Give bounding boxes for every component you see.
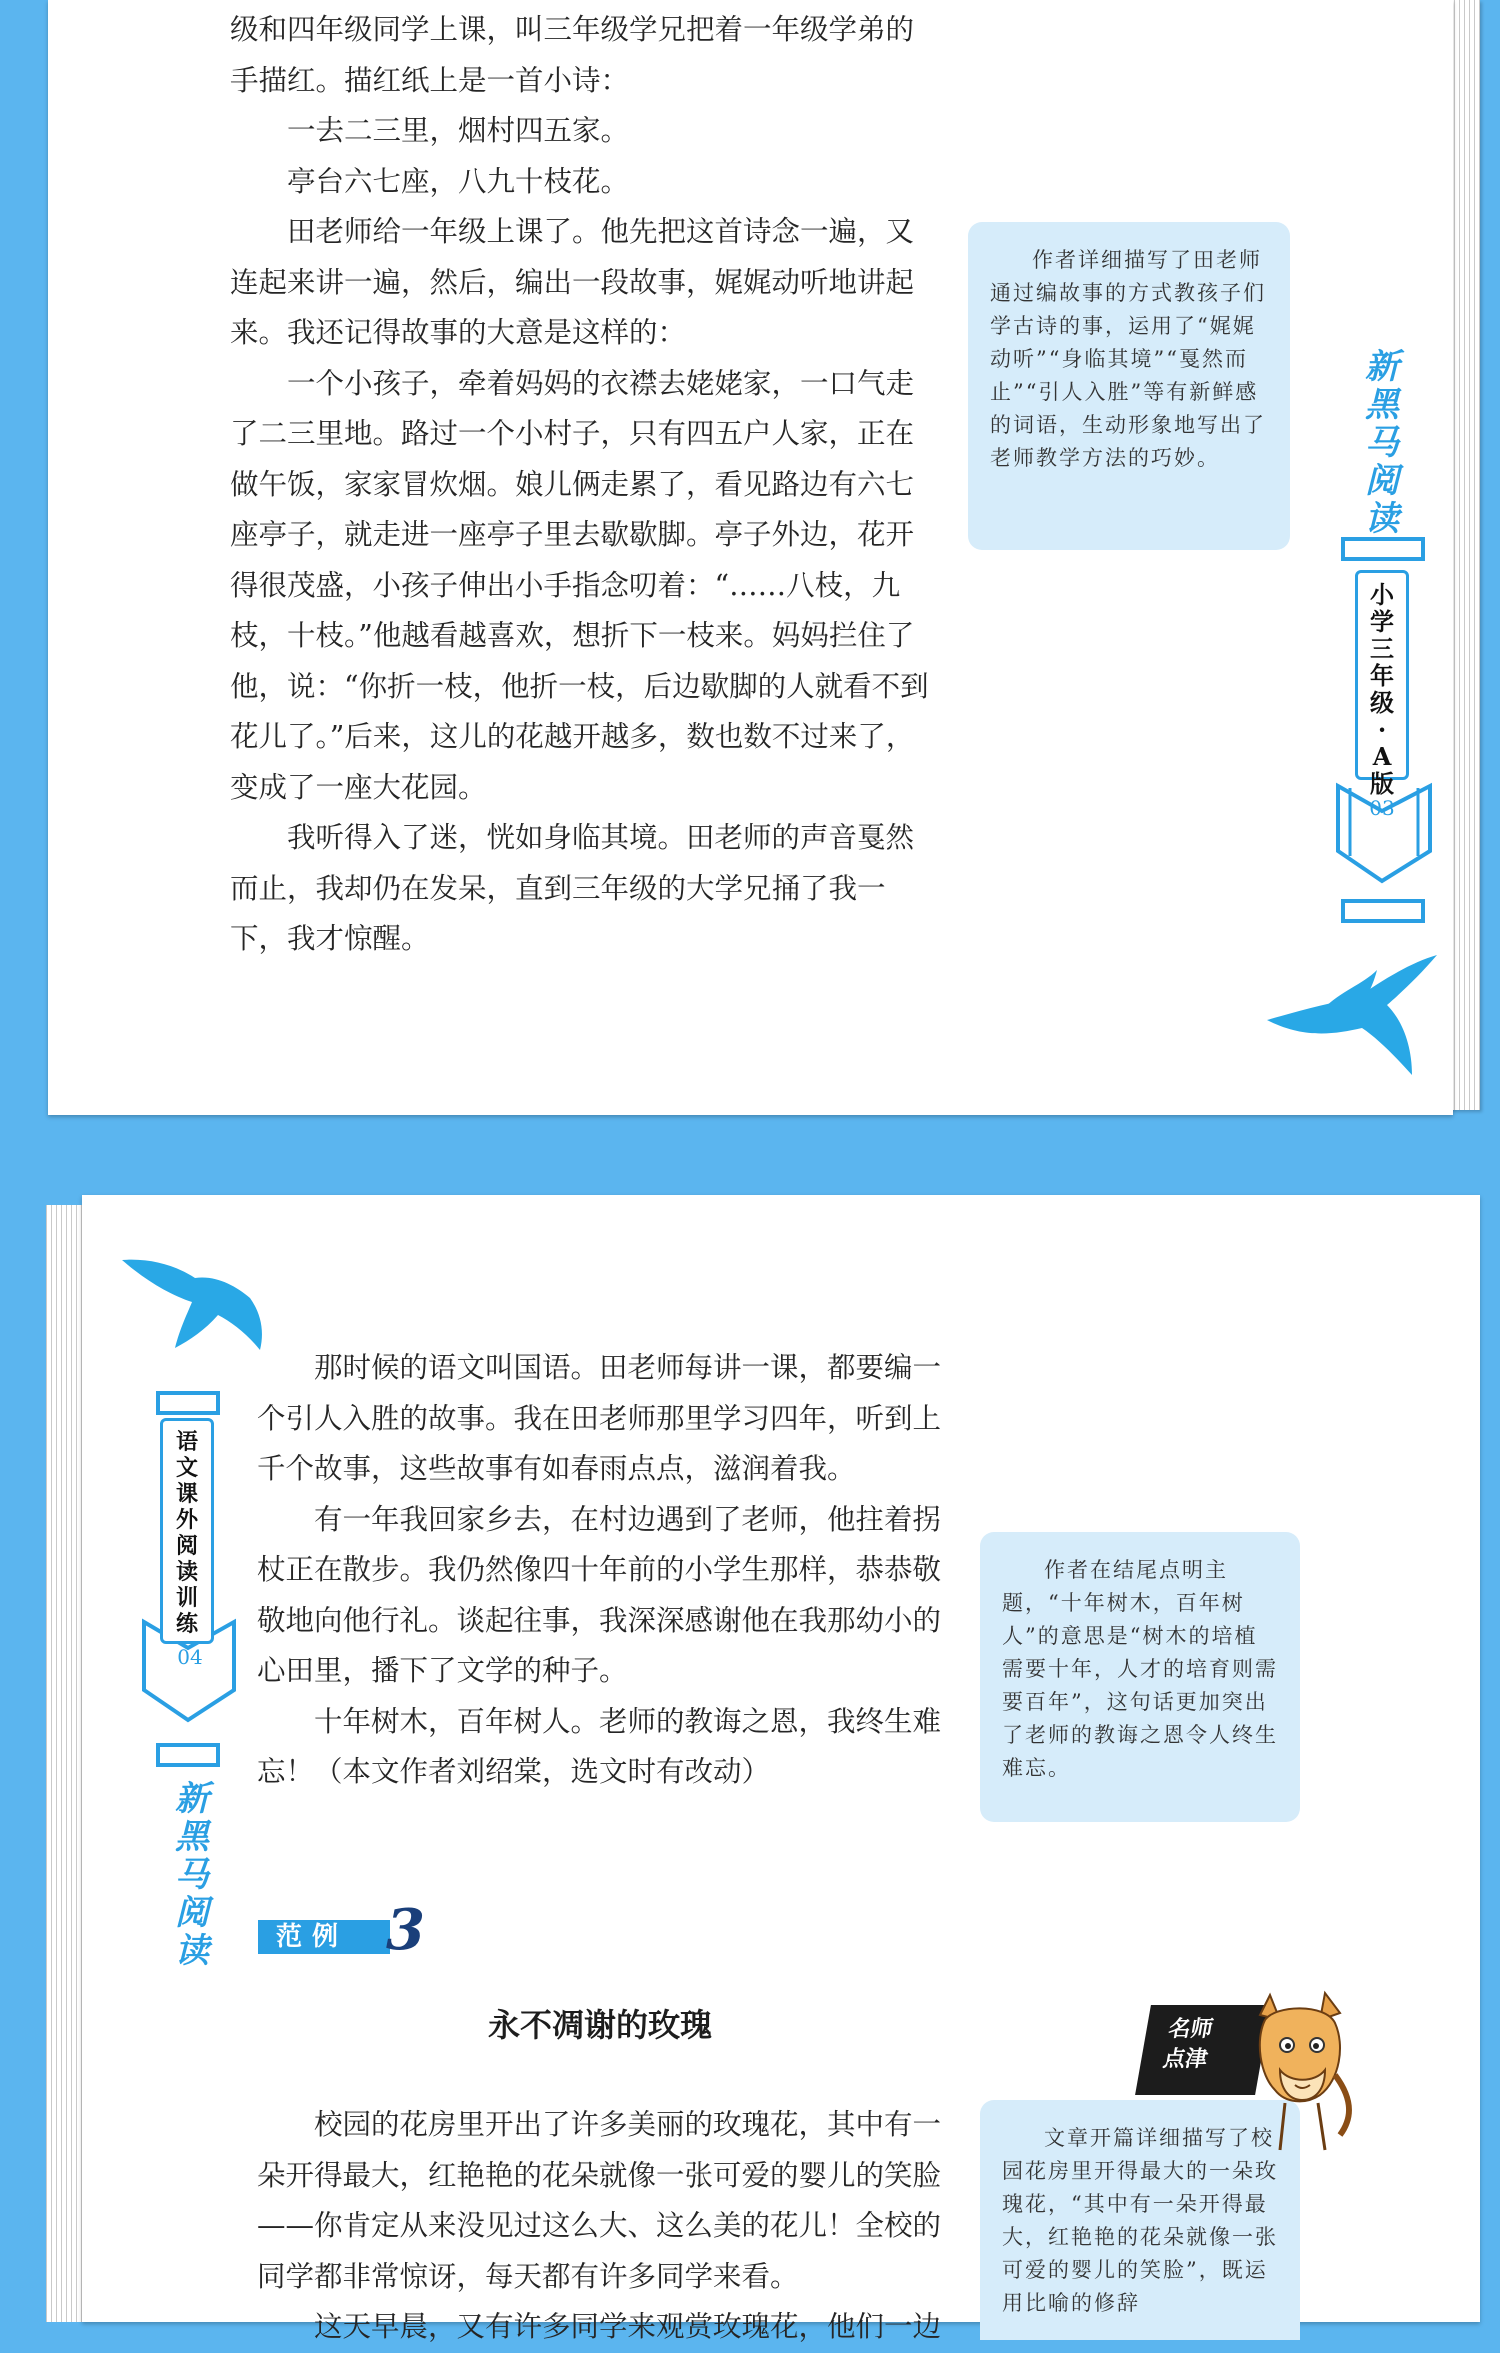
example-number: 3 [386,1897,425,1963]
paragraph: 一个小孩子，牵着妈妈的衣襟去姥姥家，一口气走了二三里地。路过一个小村子，只有四五户人家，正在做午饭，家家冒炊烟。娘儿俩走累了，看见路边有六七座亭子，就走进一座亭子里去歇歇脚。亭子外边，花开得很茂盛，小孩子伸出小手指念叨着：“……八枝，九枝，十枝。”他越看越喜欢，想折下一枝来。妈妈拦住了他，说：“你折一枝，他折一枝，后边歇脚的人就看不到花儿了。”后来，这儿的花越开越多，数也数不过来了，变成了一座大花园。 [230,366,929,804]
horse-mascot-icon [1240,1985,1360,2155]
band-char: 文 [175,1455,198,1481]
paragraph: 我听得入了迷，恍如身临其境。田老师的声音戛然而止，我却仍在发呆，直到三年级的大学兄捅了我一下，我才惊醒。 [230,821,915,955]
paragraph: 这天早晨，又有许多同学来观赏玫瑰花，他们一边 [314,2310,942,2343]
paragraph: 十年树木，百年树人。老师的教诲之恩，我终生难忘！（本文作者刘绍棠，选文时有改动） [257,1704,942,1788]
side-band-top [1355,570,1409,798]
article-body [257,2100,957,2353]
paragraph: 田老师给一年级上课了。他先把这首诗念一遍，又连起来讲一遍，然后，编出一段故事，娓娓动听地讲起来。我还记得故事的大意是这样的： [230,215,915,349]
band-char: 三 [1370,634,1394,663]
band-char: 学 [1370,607,1394,636]
paragraph: 级和四年级同学上课，叫三年级学兄把着一年级学弟的手描红。描红纸上是一首小诗： [230,13,915,97]
page-number-bottom: 04 [177,1645,203,1669]
band-char: 外 [175,1507,198,1533]
side-title-char: 马 [1365,423,1399,463]
band-char: 阅 [175,1533,198,1559]
side-title-char: 马 [175,1855,209,1895]
side-title-char: 黑 [1365,385,1399,425]
band-char: 年 [1370,661,1394,690]
note-text: 作者在结尾点明主题，“十年树木，百年树人”的意思是“树木的培植需要十年，人才的培育则需要百年”，这句话更加突出了老师的教诲之恩令人终生难忘。 [1002,1558,1278,1780]
side-title-char: 读 [175,1931,209,1971]
band-char: · [1377,715,1387,744]
side-title-char: 阅 [175,1893,209,1933]
band-char: 练 [175,1611,198,1637]
badge-line: 名师 [1166,2017,1215,2042]
side-title-bottom [172,1780,212,1970]
note-text: 作者详细描写了田老师通过编故事的方式教孩子们学古诗的事，运用了“娓娓动听”“身临其境”“戛然而止”“引人入胜”等有新鲜感的词语，生动形象地写出了老师教学方法的巧妙。 [990,248,1266,470]
top-page-body [230,5,930,965]
side-title-char: 黑 [175,1817,209,1857]
margin-note-top [968,222,1290,550]
band-char: 小 [1370,580,1394,609]
note-text: 文章开篇详细描写了校园花房里开得最大的一朵玫瑰花，“其中有一朵开得最大，红艳艳的花朵就像一张可爱的婴儿的笑脸”，既运用比喻的修辞 [1002,2126,1278,2315]
side-title-top [1362,348,1402,538]
paragraph: 有一年我回家乡去，在村边遇到了老师，他拄着拐杖正在散步。我仍然像四十年前的小学生那样，恭恭敬敬地向他行礼。谈起往事，我深深感谢他在我那幼小的心田里，播下了文学的种子。 [257,1502,942,1687]
bottom-page-body [257,1343,957,1798]
band-char: 语 [175,1429,198,1455]
bird-icon [120,1240,270,1360]
bird-icon [1262,950,1442,1080]
band-char: 读 [175,1559,198,1585]
band-char: 训 [175,1585,198,1611]
band-char: A [1372,742,1392,771]
side-title-char: 新 [175,1779,209,1819]
page-edges-bottom [46,1205,86,2322]
poem-line: 一去二三里，烟村四五家。 [287,114,630,147]
example-label: 范例 [258,1920,390,1954]
paragraph: 那时候的语文叫国语。田老师每讲一课，都要编一个引人入胜的故事。我在田老师那里学习四年，听到上千个故事，这些故事有如春雨点点，滋润着我。 [257,1351,942,1485]
page-number-top: 03 [1369,796,1395,820]
band-char: 版 [1370,769,1394,798]
margin-note-bottom [980,1532,1300,1822]
poem-line: 亭台六七座，八九十枝花。 [287,164,630,198]
badge-line: 点津 [1161,2047,1210,2072]
side-band-bottom [160,1418,214,1644]
side-title-char: 阅 [1365,461,1399,501]
band-char: 课 [175,1481,198,1507]
side-title-char: 读 [1365,499,1399,539]
article-title: 永不凋谢的玫瑰 [487,2006,712,2044]
side-title-char: 新 [1365,347,1399,387]
paragraph: 校园的花房里开出了许多美丽的玫瑰花，其中有一朵开得最大，红艳艳的花朵就像一张可爱的婴儿的笑脸——你肯定从来没见过这么大、这么美的花儿！全校的同学都非常惊讶，每天都有许多同学来看。 [257,2108,942,2293]
band-char: 级 [1370,688,1394,717]
